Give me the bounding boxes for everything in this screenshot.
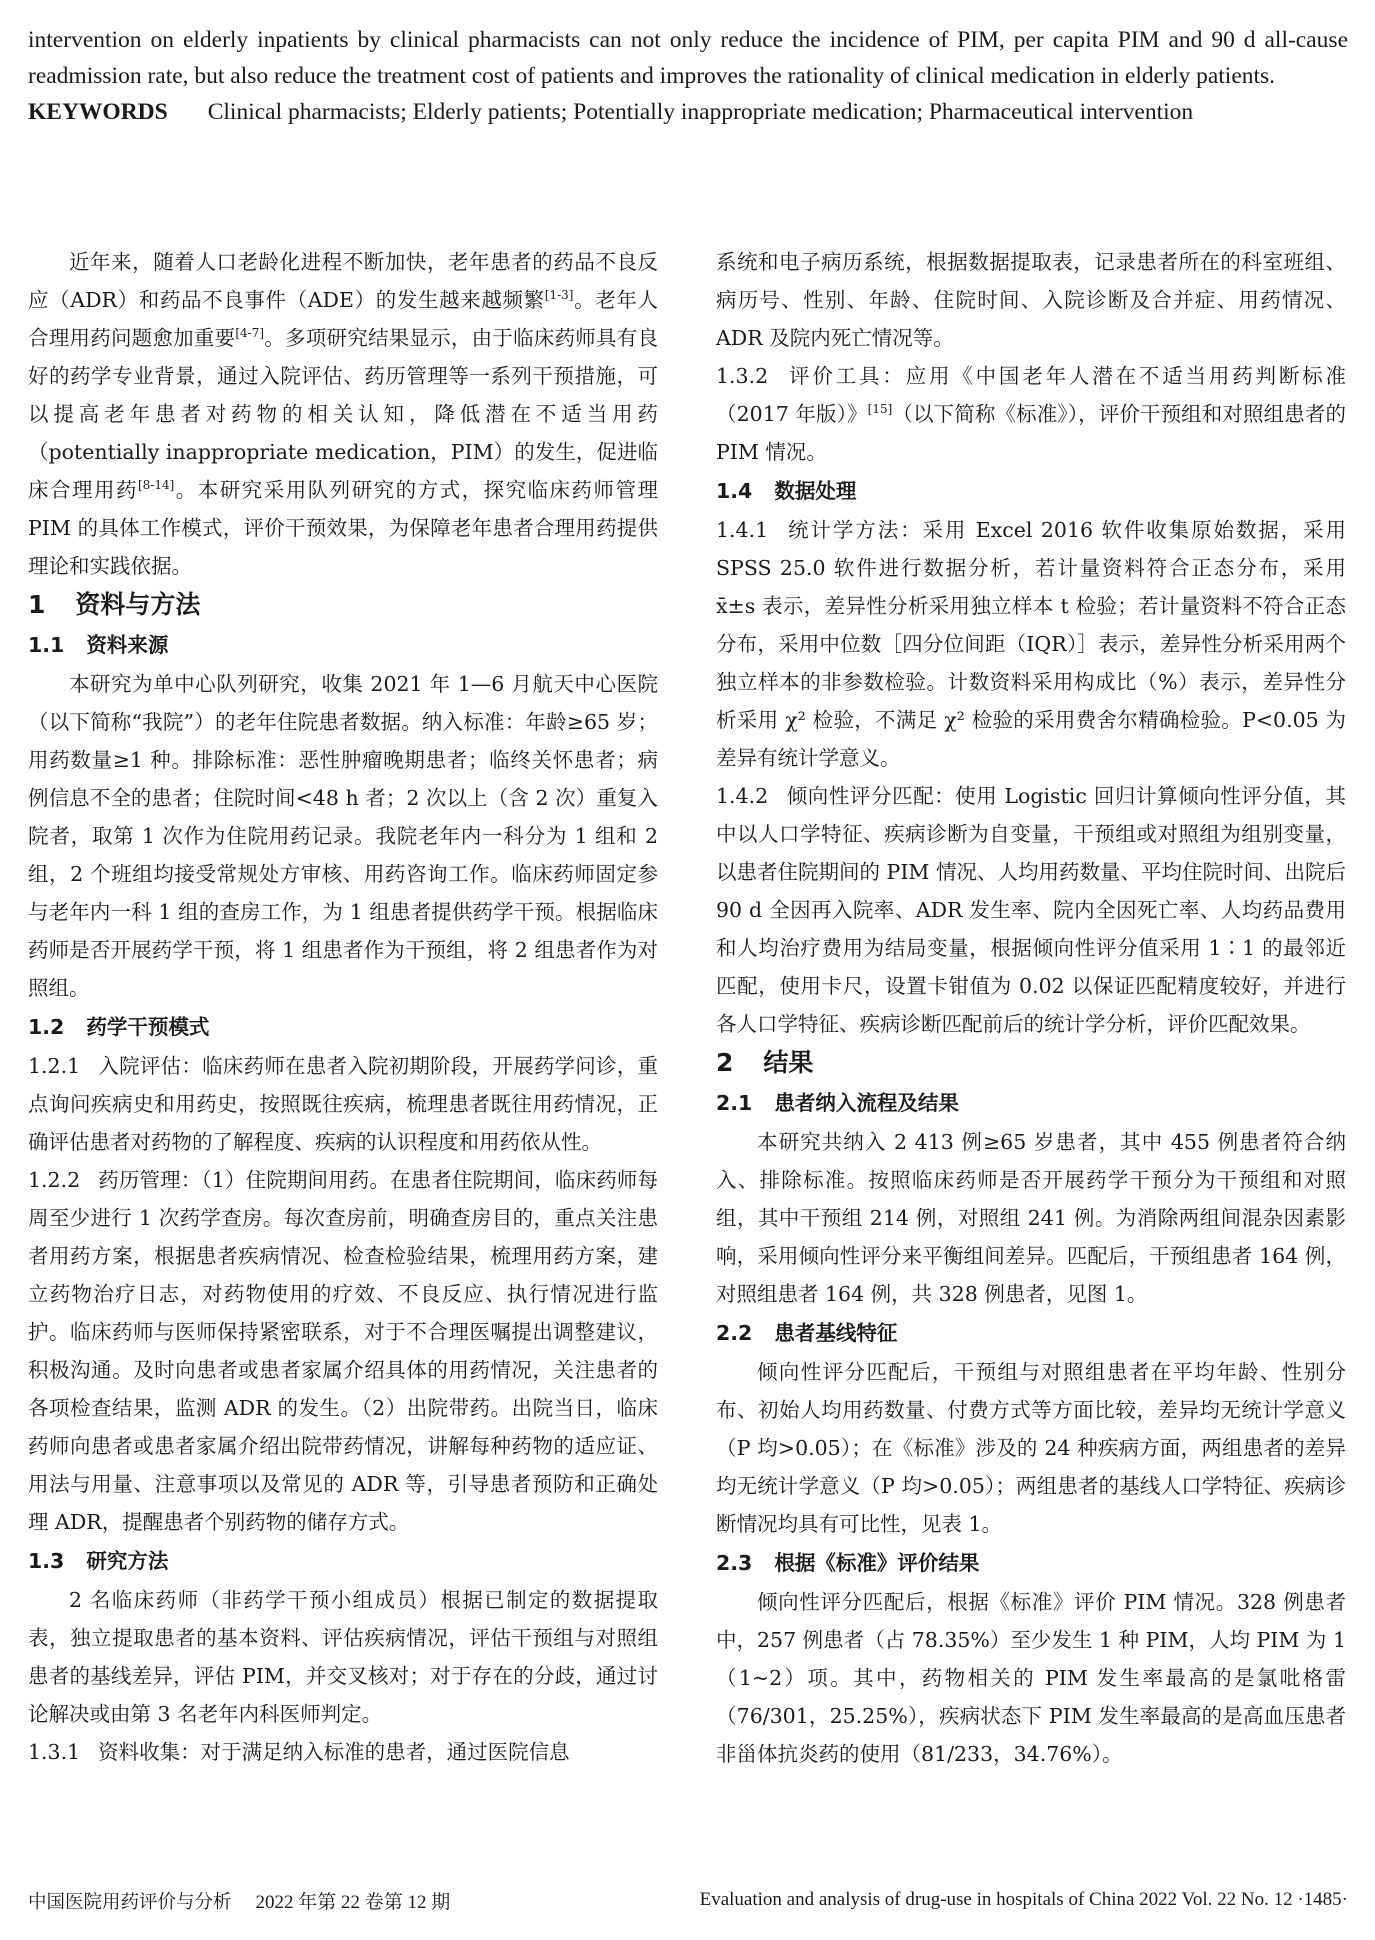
subsection-number: 2.1 [716, 1091, 753, 1115]
subsection-heading-1-3 [28, 1541, 658, 1581]
keywords-label: KEYWORDS [28, 99, 168, 125]
section-heading-2 [716, 1043, 1346, 1083]
paragraph-1-3-2 [716, 357, 1346, 471]
subsection-heading-1-2 [28, 1007, 658, 1047]
page-footer [28, 1885, 1348, 1915]
abstract-conclusion: intervention on elderly inpatients by clinical pharmacists can not only reduce the incidence of PIM, per capita PIM and 90 d all-cause readmission rate, but also reduce the treatment cost of patients and improves the rationality of clinical medication in elderly patients. [28, 27, 1348, 89]
paragraph-1-3-1-cont: 系统和电子病历系统，根据数据提取表，记录患者所在的科室班组、病历号、性别、年龄、住院时间、入院诊断及合并症、用药情况、ADR 及院内死亡情况等。 [716, 250, 1346, 350]
subsection-title: 患者纳入流程及结果 [774, 1091, 959, 1115]
journal-issue-cn: 2022 年第 22 卷第 12 期 [255, 1891, 451, 1913]
left-column [28, 243, 658, 1771]
item-text: 入院评估：临床药师在患者入院初期阶段，开展药学问诊，重点询问疾病史和用药史，按照既往疾病，梳理患者既往用药情况，正确评估患者对药物的了解程度、疾病的认识程度和用药依从性。 [28, 1054, 658, 1154]
intro-text-a: 近年来，随着人口老龄化进程不断加快，老年患者的药品不良反应（ADR）和药品不良事件（ADE）的发生越来越频繁 [28, 250, 658, 312]
footer-journal-cn [28, 1887, 450, 1914]
paragraph-1-4-2 [716, 777, 1346, 1043]
item-number: 1.2.2 [28, 1168, 81, 1192]
page-number: ·1485· [1297, 1889, 1348, 1910]
journal-name-en: Evaluation and analysis of drug-use in hospitals of China 2022 Vol. 22 No. 12 [699, 1889, 1293, 1910]
intro-text-c: 。多项研究结果显示，由于临床药师具有良好的药学专业背景，通过入院评估、药历管理等一系列干预措施，可以提高老年患者对药物的相关认知，降低潜在不适当用药（potentially inappropriate medication，PIM）的发生，促进临床合理用药 [28, 326, 659, 502]
section-title: 资料与方法 [75, 590, 201, 619]
subsection-number: 2.3 [716, 1551, 753, 1575]
english-abstract [28, 22, 1348, 130]
item-text: （以下简称《标准》），评价干预组和对照组患者的 PIM 情况。 [716, 402, 1347, 464]
item-text: 倾向性评分匹配：使用 Logistic 回归计算倾向性评分值，其中以人口学特征、疾病诊断为自变量，干预组或对照组为组别变量，以患者住院期间的 PIM 情况、人均用药数量、平均住院时间、出院后 90 d 全因再入院率、ADR 发生率、院内全因死亡率、人均药品费用和人均治疗费用为结局变量，根据倾向性评分值采用 1∶1 的最邻近匹配，使用卡尺，设置卡钳值为 0.02 以保证匹配精度较好，并进行各人口学特征、疾病诊断匹配前后的统计学分析，评价匹配效果。 [716, 784, 1346, 1036]
paragraph-1-3-1-start [28, 1733, 658, 1771]
subsection-number: 1.1 [28, 633, 65, 657]
footer-journal-en [700, 1889, 1348, 1911]
subsection-number: 2.2 [716, 1321, 753, 1345]
item-number: 1.4.2 [716, 784, 769, 808]
item-text: 药历管理：（1）住院期间用药。在患者住院期间，临床药师每周至少进行 1 次药学查房。每次查房前，明确查房目的，重点关注患者用药方案，根据患者疾病情况、检查检验结果，梳理用药方案，建立药物治疗日志，对药物使用的疗效、不良反应、执行情况进行监护。临床药师与医师保持紧密联系，对于不合理医嘱提出调整建议，积极沟通。及时向患者或患者家属介绍具体的用药情况，关注患者的各项检查结果，监测 ADR 的发生。（2）出院带药。出院当日，临床药师向患者或患者家属介绍出院带药情况，讲解每种药物的适应证、用法与用量、注意事项以及常见的 ADR 等，引导患者预防和正确处理 ADR，提醒患者个别药物的储存方式。 [28, 1168, 658, 1534]
subsection-heading-2-1 [716, 1083, 1346, 1123]
subsection-heading-2-2 [716, 1313, 1346, 1353]
subsection-title: 药学干预模式 [86, 1015, 210, 1039]
citation-ref: [4-7] [235, 326, 265, 341]
paragraph-1-4-1 [716, 511, 1346, 777]
subsection-heading-1-4 [716, 471, 1346, 511]
paragraph-1-1: 本研究为单中心队列研究，收集 2021 年 1—6 月航天中心医院（以下简称“我院”）的老年住院患者数据。纳入标准：年龄≥65 岁；用药数量≥1 种。排除标准：恶性肿瘤晚期患者；临终关怀患者；病例信息不全的患者；住院时间<48 h 者；2 次以上（含 2 次）重复入院者，取第 1 次作为住院用药记录。我院老年内一科分为 1 组和 2 组，2 个班组均接受常规处方审核、用药咨询工作。临床药师固定参与老年内一科 1 组的查房工作，为 1 组患者提供药学干预。根据临床药师是否开展药学干预，将 1 组患者作为干预组，将 2 组患者作为对照组。 [28, 672, 658, 1000]
section-number: 2 [716, 1048, 734, 1077]
paragraph-1-2-1 [28, 1047, 658, 1161]
subsection-heading-1-1 [28, 625, 658, 665]
subsection-title: 根据《标准》评价结果 [774, 1551, 980, 1575]
intro-paragraph [28, 243, 658, 585]
journal-name-cn: 中国医院用药评价与分析 [28, 1891, 232, 1913]
paragraph-2-3: 倾向性评分匹配后，根据《标准》评价 PIM 情况。328 例患者中，257 例患者（占 78.35%）至少发生 1 种 PIM，人均 PIM 为 1（1~2）项。其中，药物相关的 PIM 发生率最高的是氯吡格雷（76/301，25.25%），疾病状态下 PIM 发生率最高的是高血压患者非甾体抗炎药的使用（81/233，34.76%）。 [716, 1590, 1346, 1766]
right-column [716, 243, 1346, 1773]
citation-ref: [1-3] [544, 288, 574, 303]
intro-text-b: 。老年人合理用药问题愈加重要 [28, 288, 658, 350]
item-text: 资料收集：对于满足纳入标准的患者，通过医院信息 [98, 1740, 570, 1764]
section-title: 结果 [763, 1048, 814, 1077]
intro-text-d: 。本研究采用队列研究的方式，探究临床药师管理 PIM 的具体工作模式，评价干预效果，为保障老年患者合理用药提供理论和实践依据。 [28, 478, 659, 578]
citation-ref: [8-14] [137, 478, 175, 493]
item-number: 1.3.1 [28, 1740, 81, 1764]
paragraph-2-2: 倾向性评分匹配后，干预组与对照组患者在平均年龄、性别分布、初始人均用药数量、付费方式等方面比较，差异均无统计学意义（P 均>0.05）；在《标准》涉及的 24 种疾病方面，两组患者的差异均无统计学意义（P 均>0.05）；两组患者的基线人口学特征、疾病诊断情况均具有可比性，见表 1。 [716, 1360, 1346, 1536]
item-number: 1.3.2 [716, 364, 769, 388]
subsection-title: 患者基线特征 [774, 1321, 898, 1345]
subsection-heading-2-3 [716, 1543, 1346, 1583]
keywords-list: Clinical pharmacists; Elderly patients; Potentially inappropriate medication; Pharmaceutical intervention [207, 99, 1194, 125]
subsection-number: 1.3 [28, 1549, 65, 1573]
item-text: 评价工具：应用《中国老年人潜在不适当用药判断标准（2017 年版）》 [716, 364, 1346, 426]
paragraph-1-3: 2 名临床药师（非药学干预小组成员）根据已制定的数据提取表，独立提取患者的基本资料、评估疾病情况，评估干预组与对照组患者的基线差异，评估 PIM，并交叉核对；对于存在的分歧，通过讨论解决或由第 3 名老年内科医师判定。 [28, 1588, 658, 1726]
subsection-title: 数据处理 [774, 479, 857, 503]
section-heading-1 [28, 585, 658, 625]
section-number: 1 [28, 590, 46, 619]
subsection-number: 1.2 [28, 1015, 65, 1039]
subsection-title: 研究方法 [86, 1549, 169, 1573]
item-text: 统计学方法：采用 Excel 2016 软件收集原始数据，采用 SPSS 25.0 软件进行数据分析，若计量资料符合正态分布，采用 x̄±s 表示，差异性分析采用独立样本 t 检验；若计量资料不符合正态分布，采用中位数［四分位间距（IQR）］表示，差异性分析采用两个独立样本的非参数检验。计数资料采用构成比（%）表示，差异性分析采用 χ² 检验，不满足 χ² 检验的采用费舍尔精确检验。P<0.05 为差异有统计学意义。 [716, 518, 1346, 770]
subsection-title: 资料来源 [86, 633, 169, 657]
item-number: 1.4.1 [716, 518, 769, 542]
subsection-number: 1.4 [716, 479, 753, 503]
keywords-line [28, 94, 1348, 130]
citation-ref: [15] [867, 402, 893, 417]
paragraph-2-1: 本研究共纳入 2 413 例≥65 岁患者，其中 455 例患者符合纳入、排除标准。按照临床药师是否开展药学干预分为干预组和对照组，其中干预组 214 例，对照组 241 例。为消除两组间混杂因素影响，采用倾向性评分来平衡组间差异。匹配后，干预组患者 164 例，对照组患者 164 例，共 328 例患者，见图 1。 [716, 1130, 1346, 1306]
item-number: 1.2.1 [28, 1054, 81, 1078]
paragraph-1-2-2 [28, 1161, 658, 1541]
